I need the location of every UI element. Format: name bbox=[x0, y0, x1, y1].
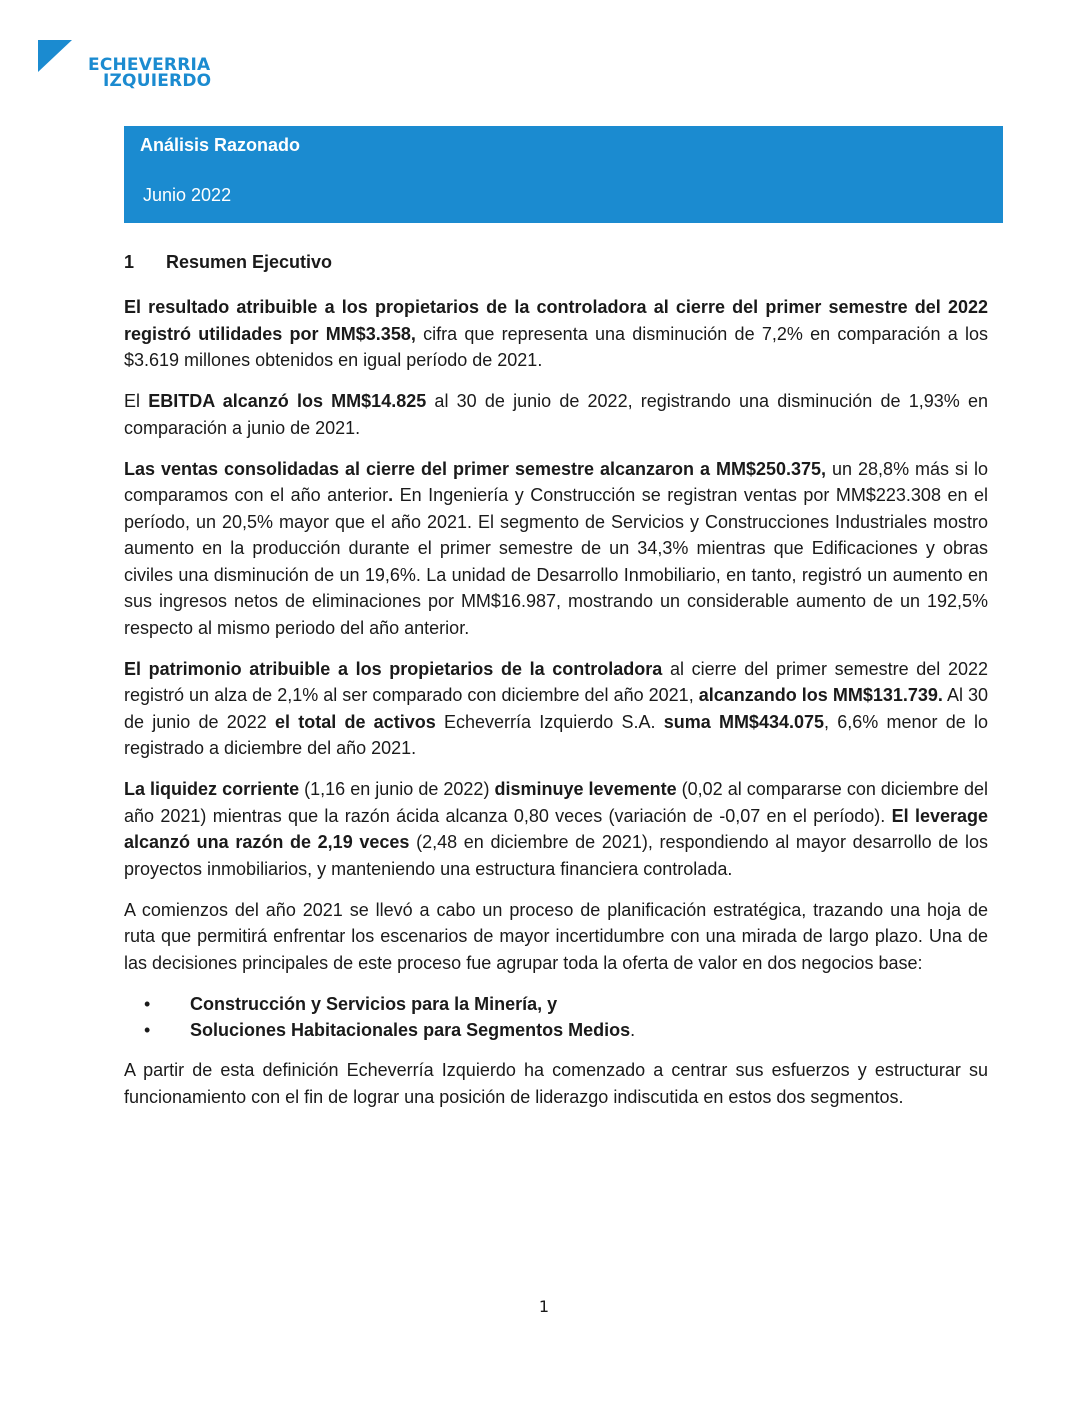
body-text: (1,16 en junio de 2022) bbox=[299, 779, 495, 799]
bold-text: suma MM$434.075 bbox=[663, 711, 825, 732]
list-item bbox=[124, 1017, 988, 1043]
body-text: . bbox=[630, 1019, 636, 1040]
section-heading bbox=[124, 252, 332, 273]
logo-triangle-icon bbox=[38, 40, 72, 72]
report-title-banner bbox=[124, 126, 1003, 223]
bold-text: alcanzando los MM$131.739. bbox=[698, 685, 943, 705]
section-number: 1 bbox=[124, 252, 135, 272]
paragraph-liquidity bbox=[124, 776, 988, 882]
bold-text: El patrimonio atribuible a los propietarios de la controladora bbox=[124, 658, 663, 679]
body-text: al 30 de junio de 2022, registrando una disminución de 1,93% en comparación a junio de 2021. bbox=[124, 391, 988, 438]
body-text: (2,48 en diciembre de 2021), respondiendo al mayor desarrollo de los proyectos inmobiliarios, y manteniendo una estructura financiera controlada. bbox=[124, 832, 988, 879]
bold-text: disminuye levemente bbox=[494, 779, 677, 799]
body-text: cifra que representa una disminución de 7,2% en comparación a los $3.619 millones obtenidos en igual período de 2021. bbox=[124, 323, 988, 370]
company-logo bbox=[38, 40, 238, 95]
bold-text: . bbox=[388, 485, 394, 505]
report-title: Análisis Razonado bbox=[140, 135, 301, 155]
section-title: Resumen Ejecutivo bbox=[166, 252, 333, 272]
paragraph-net-income bbox=[124, 294, 988, 374]
bold-text: el total de activos bbox=[275, 711, 436, 732]
bold-text: EBITDA alcanzó los MM$14.825 bbox=[148, 391, 427, 411]
page-number: 1 bbox=[538, 1297, 550, 1316]
body-text: El bbox=[124, 391, 149, 411]
body-text: En Ingeniería y Construcción se registran ventas por MM$223.308 en el período, un 20,5% mayor que el año 2021. El segmento de Servicios y Construcciones Industriales mostro aumento en la producción durante el primer semestre de un 34,3% mientras que Edificaciones y obras civiles una disminución de un 19,6%. La unidad de Desarrollo Inmobiliario, en tanto, registró un aumento en sus ingresos netos de eliminaciones por MM$16.987, mostrando un considerable aumento de un 192,5% respecto al mismo periodo del año anterior. bbox=[124, 485, 988, 638]
list-item bbox=[124, 991, 988, 1017]
paragraph-sales bbox=[124, 456, 988, 642]
body-text: Al 30 de junio de 2022 bbox=[124, 685, 989, 732]
body-text: , 6,6% menor de lo registrado a diciembre del año 2021. bbox=[124, 711, 988, 758]
bold-text: Soluciones Habitacionales para Segmentos Medios bbox=[190, 1019, 631, 1040]
paragraph-ebitda bbox=[124, 388, 988, 441]
business-lines-list bbox=[124, 991, 988, 1043]
document-body bbox=[124, 294, 988, 1125]
logo-line-2: IZQUIERDO bbox=[103, 71, 212, 91]
body-text: al cierre del primer semestre del 2022 registró un alza de 2,1% al ser comparado con diciembre del año 2021, bbox=[124, 658, 988, 705]
body-text: Echeverría Izquierdo S.A. bbox=[435, 711, 664, 732]
bold-text: El resultado atribuible a los propietarios de la controladora al cierre del primer semestre del 2022 registró utilidades por MM$3.358, bbox=[124, 297, 988, 344]
paragraph-conclusion: A partir de esta definición Echeverría Izquierdo ha comenzado a centrar sus esfuerzos y estructurar su funcionamiento con el fin de lograr una posición de liderazgo indiscutida en estos dos segmentos. bbox=[124, 1060, 988, 1107]
paragraph-equity bbox=[124, 656, 988, 762]
bold-text: Construcción y Servicios para la Minería, y bbox=[190, 993, 558, 1014]
logo-wordmark bbox=[88, 57, 211, 89]
body-text: (0,02 al compararse con diciembre del año 2021) mientras que la razón ácida alcanza 0,80 veces (variación de -0,07 en el período). bbox=[124, 779, 988, 826]
bold-text: El leverage alcanzó una razón de 2,19 veces bbox=[124, 805, 988, 852]
paragraph-strategy: A comienzos del año 2021 se llevó a cabo un proceso de planificación estratégica, trazando una hoja de ruta que permitirá enfrentar los escenarios de mayor incertidumbre con una mirada de largo plazo. Una de las decisiones principales de este proceso fue agrupar toda la oferta de valor en dos negocios base: bbox=[124, 899, 988, 973]
bold-text: La liquidez corriente bbox=[124, 779, 300, 799]
body-text: un 28,8% más si lo comparamos con el año anterior bbox=[124, 458, 989, 505]
bold-text: Las ventas consolidadas al cierre del primer semestre alcanzaron a MM$250.375, bbox=[124, 458, 827, 479]
logo-line-1: ECHEVERRIA bbox=[88, 55, 211, 75]
report-period: Junio 2022 bbox=[143, 185, 232, 205]
